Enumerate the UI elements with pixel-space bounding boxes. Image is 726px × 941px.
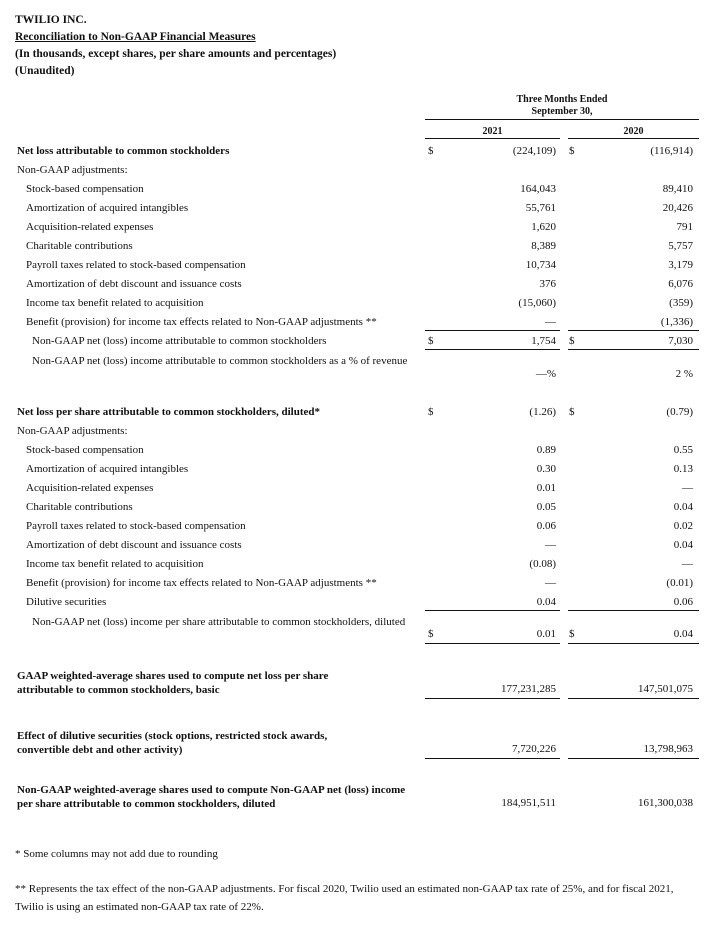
row-label: Payroll taxes related to stock-based compensation xyxy=(26,520,246,532)
non-gaap-net-income-label: Non-GAAP net (loss) income attributable to common stockholders xyxy=(32,335,327,347)
value-2020: 0.04 xyxy=(673,501,693,513)
non-gaap-eps-label: Non-GAAP net (loss) income per share attributable to common stockholders, diluted xyxy=(32,616,406,628)
row-label: Dilutive securities xyxy=(26,596,107,608)
year-2021-header: 2021 xyxy=(482,126,503,137)
gaap-shares-label: GAAP weighted-average shares used to compute net loss per share attributable to common stockholders, basic xyxy=(17,670,329,696)
row-label: Acquisition-related expenses xyxy=(26,221,154,233)
dilutive-effect-2021: 7,720,226 xyxy=(512,743,556,755)
non-gaap-shares-label: Non-GAAP weighted-average shares used to compute Non-GAAP net (loss) income per share attributable to common stockholders, diluted xyxy=(17,784,406,810)
value-2020: — xyxy=(682,482,693,494)
eps-label: Net loss per share attributable to common stockholders, diluted* xyxy=(17,406,321,418)
currency-symbol: $ xyxy=(569,406,575,418)
currency-symbol: $ xyxy=(569,335,575,347)
value-2021: 8,389 xyxy=(531,240,556,252)
dilutive-effect-label: Effect of dilutive securities (stock options, restricted stock awards, convertible debt and other activity) xyxy=(17,730,328,756)
value-2020: 0.02 xyxy=(673,520,693,532)
value-2021: (15,060) xyxy=(518,297,556,309)
row-label: Stock-based compensation xyxy=(26,444,144,456)
row-label: Amortization of acquired intangibles xyxy=(26,463,189,475)
value-2020: (0.01) xyxy=(666,577,693,589)
total-rule-2021 xyxy=(425,643,560,644)
row-label: Benefit (provision) for income tax effects related to Non-GAAP adjustments ** xyxy=(26,577,377,589)
value-2020: 5,757 xyxy=(668,240,693,252)
net-loss-2021: (224,109) xyxy=(512,145,556,157)
company-name: TWILIO INC. xyxy=(15,14,87,26)
total-rule-2021 xyxy=(425,349,560,350)
eps-2021: (1.26) xyxy=(529,406,556,418)
non-gaap-percent-2021: —% xyxy=(535,368,556,380)
value-2021: 0.06 xyxy=(536,520,556,532)
non-gaap-eps-2020: 0.04 xyxy=(673,628,693,640)
period-header-rule xyxy=(425,119,699,120)
gaap-shares-2020: 147,501,075 xyxy=(638,683,693,695)
row-label: Payroll taxes related to stock-based compensation xyxy=(26,259,246,271)
value-2020: 3,179 xyxy=(668,259,693,271)
value-2021: 10,734 xyxy=(525,259,556,271)
non-gaap-shares-2020: 161,300,038 xyxy=(638,797,693,809)
footnote-rounding: * Some columns may not add due to rounding xyxy=(15,848,218,860)
value-2020: 0.13 xyxy=(673,463,693,475)
report-subtitle: (In thousands, except shares, per share amounts and percentages) xyxy=(15,48,337,60)
non-gaap-percent-revenue-label: Non-GAAP net (loss) income attributable to common stockholders as a % of revenue xyxy=(32,355,408,367)
non-gaap-percent-2020: 2 % xyxy=(675,368,693,380)
non-gaap-net-income-2021: 1,754 xyxy=(531,335,556,347)
value-2021: 0.30 xyxy=(536,463,556,475)
row-label: Income tax benefit related to acquisition xyxy=(26,558,204,570)
value-2021: 0.04 xyxy=(536,596,556,608)
period-header-line2: September 30, xyxy=(531,106,593,117)
value-2021: (0.08) xyxy=(529,558,556,570)
row-label: Benefit (provision) for income tax effects related to Non-GAAP adjustments ** xyxy=(26,316,377,328)
subtotal-rule-2021 xyxy=(425,610,560,611)
adjustments-label: Non-GAAP adjustments: xyxy=(17,164,128,176)
non-gaap-net-income-2020: 7,030 xyxy=(668,335,693,347)
shares-rule-2021 xyxy=(425,758,560,759)
year-2020-header-rule xyxy=(568,138,699,139)
report-title: Reconciliation to Non-GAAP Financial Measures xyxy=(15,31,256,43)
value-2020: 0.04 xyxy=(673,539,693,551)
unaudited-label: (Unaudited) xyxy=(15,65,75,77)
total-rule-2020 xyxy=(568,349,699,350)
year-2021-header-rule xyxy=(425,138,560,139)
row-label: Income tax benefit related to acquisition xyxy=(26,297,204,309)
non-gaap-shares-2021: 184,951,511 xyxy=(501,797,556,809)
currency-symbol: $ xyxy=(428,145,434,157)
row-label: Charitable contributions xyxy=(26,501,133,513)
value-2021: 376 xyxy=(539,278,556,290)
adjustments-label: Non-GAAP adjustments: xyxy=(17,425,128,437)
value-2021: 1,620 xyxy=(531,221,556,233)
net-loss-2020: (116,914) xyxy=(650,145,693,157)
value-2021: 0.89 xyxy=(536,444,556,456)
gaap-shares-2021: 177,231,285 xyxy=(501,683,556,695)
period-header-line1: Three Months Ended xyxy=(516,94,608,105)
value-2020: (359) xyxy=(669,297,693,309)
value-2021: 55,761 xyxy=(525,202,556,214)
value-2021: 164,043 xyxy=(520,183,556,195)
value-2020: — xyxy=(682,558,693,570)
currency-symbol: $ xyxy=(428,335,434,347)
currency-symbol: $ xyxy=(569,628,575,640)
subtotal-rule-2020 xyxy=(568,610,699,611)
footnote-tax: ** Represents the tax effect of the non-GAAP adjustments. For fiscal 2020, Twilio used an estimated non-GAAP tax rate of 25%, and for fiscal 2021, Twilio is using an estimated non-GAAP tax rate of 22%. xyxy=(15,883,674,913)
currency-symbol: $ xyxy=(428,406,434,418)
value-2020: 89,410 xyxy=(662,183,693,195)
dilutive-effect-2020: 13,798,963 xyxy=(643,743,693,755)
row-label: Charitable contributions xyxy=(26,240,133,252)
currency-symbol: $ xyxy=(569,145,575,157)
shares-rule-2020 xyxy=(568,698,699,699)
value-2021: — xyxy=(545,577,556,589)
currency-symbol: $ xyxy=(428,628,434,640)
subtotal-rule-2020 xyxy=(568,330,699,331)
value-2021: — xyxy=(545,539,556,551)
net-loss-label: Net loss attributable to common stockholders xyxy=(17,145,230,157)
value-2020: 20,426 xyxy=(662,202,693,214)
year-2020-header: 2020 xyxy=(623,126,644,137)
value-2021: — xyxy=(545,316,556,328)
row-label: Amortization of acquired intangibles xyxy=(26,202,189,214)
value-2020: (1,336) xyxy=(660,316,693,328)
value-2020: 0.06 xyxy=(673,596,693,608)
value-2020: 0.55 xyxy=(673,444,693,456)
value-2020: 791 xyxy=(676,221,693,233)
value-2020: 6,076 xyxy=(668,278,693,290)
total-rule-2020 xyxy=(568,643,699,644)
non-gaap-eps-2021: 0.01 xyxy=(536,628,556,640)
shares-rule-2020 xyxy=(568,758,699,759)
row-label: Acquisition-related expenses xyxy=(26,482,154,494)
subtotal-rule-2021 xyxy=(425,330,560,331)
eps-2020: (0.79) xyxy=(666,406,693,418)
row-label: Stock-based compensation xyxy=(26,183,144,195)
row-label: Amortization of debt discount and issuance costs xyxy=(26,278,242,290)
value-2021: 0.01 xyxy=(536,482,556,494)
value-2021: 0.05 xyxy=(536,501,556,513)
row-label: Amortization of debt discount and issuance costs xyxy=(26,539,242,551)
shares-rule-2021 xyxy=(425,698,560,699)
